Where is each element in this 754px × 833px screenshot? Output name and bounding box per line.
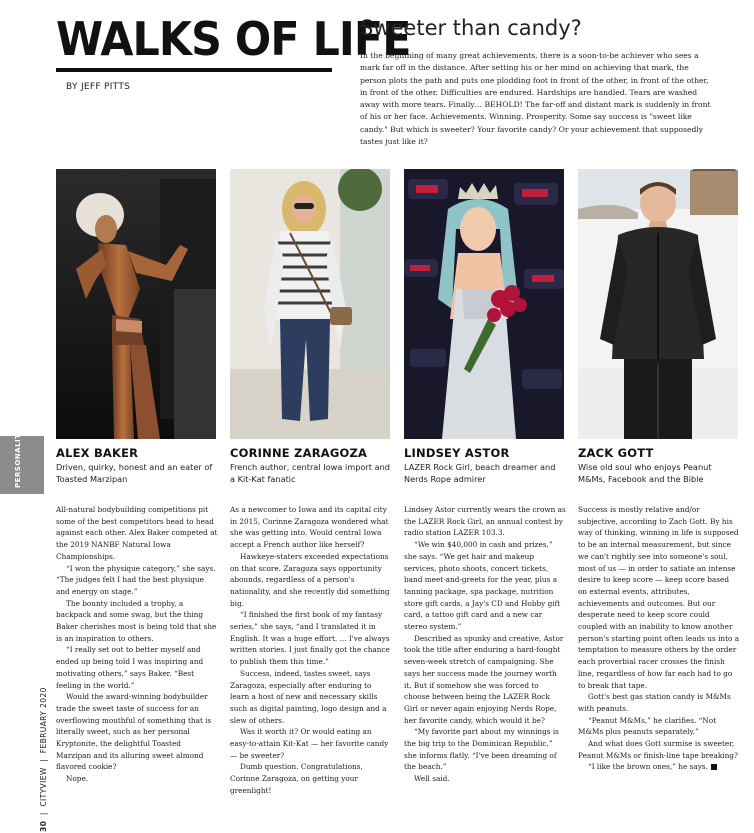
body-paragraph: “My favorite part about my winnings is the big trip to the Dominican Republic,” she informs flatly. “I've been dreaming of the beach.” [404,727,559,772]
profile-name: LINDSEY ASTOR [404,446,510,460]
profile-tagline: Wise old soul who enjoys Peanut M&Ms, Facebook and the Bible [578,462,712,484]
profile-lindsey-astor [404,169,566,485]
page-number: 30 [39,820,48,832]
profile-name: ALEX BAKER [56,446,139,460]
body-paragraph: Well said. [414,774,450,784]
body-paragraph: Success is mostly relative and/or subjective, according to Zach Gott. By his way of thinking, winning in life is supposed to be an internal measurement, but since we can't rightly see into someone's soul, most of us — in order to satiate an intense desire to keep score — keep score based on external events, attributes, achievements and outcomes. But our desperate need to keep score could coupled with an inability to know another person's starting point often leads us into a temptation to measure others by the order each proverbial racer crosses the finish line, regardless of how far each had to go to break that tape. [578,505,740,690]
intro-paragraph: In the beginning of many great achievements, there is a soon-to-be achiever who sees a mark far off in the distance. After setting his or her mind on achieving that mark, the person plots the path and puts one plodding foot in front of the other, in front of the other, in front of the other. Difficulties are endured. Hardships are handled. Tears are washed away with more tears. Finally… BEHOLD! The far-off and distant mark is suddenly in front of his or her face. Achievements. Winning. Prosperity. Some say success is "sweet like candy." But which is sweeter? Your favorite candy? Or your achievement that supposedly tastes just like it? [360,51,711,147]
body-lindsey-astor [404,504,566,785]
body-paragraph: The bounty included a trophy, a backpack and some swag, but the thing Baker cherishes most is being told that she is an inspiration to others. [56,598,217,643]
article-headline: Sweeter than candy? [360,16,582,40]
body-paragraph [578,761,740,773]
body-paragraph: And what does Gott surmise is sweeter, Peanut M&Ms or finish-line tape breaking? [578,739,738,760]
profile-tagline: Driven, quirky, honest and an eater of Toasted Marzipan [56,462,213,484]
profile-zack-gott [578,169,740,485]
magazine-name: CITYVIEW [39,767,48,807]
folio: 30 | CITYVIEW | FEBRUARY 2020 [39,687,48,832]
body-paragraph: Nope. [66,774,89,784]
body-paragraph: Dumb question. Congratulations, Corinne Zaragoza, on getting your greenlight! [230,762,363,795]
masthead [56,12,411,72]
body-paragraph: Lindsey Astor currently wears the crown as the LAZER Rock Girl, an annual contest by radio station LAZER 103.3. [404,505,566,538]
body-paragraph: “I really set out to better myself and ended up being told I was inspiring and motivating others,” says Baker. “Best feeling in the world.” [56,645,204,690]
body-paragraph: Hawkeye-staters exceeded expectations on that score. Zaragoza says opportunity abounds, regardless of a person's nationality, and she recently did something big. [230,551,390,608]
section-title: WALKS OF LIFE [56,12,411,66]
body-zack-gott [578,504,740,773]
profile-corinne-zaragoza [230,169,392,485]
closing-quote: “I like the brown ones,” he says. [588,762,708,772]
section-tab [0,419,44,494]
section-tab-label: PERSONALITIES [14,419,22,488]
photo-lindsey-astor [404,169,564,439]
body-paragraph: Was it worth it? Or would eating an easy-to-attain Kit-Kat — her favorite candy — be sweeter? [230,727,389,760]
body-alex-baker [56,504,218,785]
photo-corinne-zaragoza [230,169,390,439]
end-of-article-mark [711,764,717,770]
profile-name: CORINNE ZARAGOZA [230,446,368,460]
body-paragraph: Gott's best gas station candy is M&Ms with peanuts. [578,692,731,713]
body-paragraph: All-natural bodybuilding competitions pit some of the best competitors head to head against each other. Alex Baker competed at the 2019 NANBF Natural Iowa Championships. [56,505,218,561]
body-corinne-zaragoza [230,504,392,797]
photo-zack-gott [578,169,738,439]
body-paragraph: “I won the physique category,” she says. “The judges felt I had the best physique and energy on stage.” [56,563,216,596]
body-paragraph: As a newcomer to Iowa and its capital city in 2015, Corinne Zaragoza wondered what she was getting into. Would central Iowa accept a French author like herself? [230,505,389,550]
profile-alex-baker [56,169,218,485]
body-paragraph: Described as spunky and creative, Astor took the title after enduring a hard-fought seven-week stretch of campaigning. She says her success made the journey worth it. But if somehow she was forced to choose between being the LAZER Rock Girl or never again enjoying Nerds Rope, her favorite candy, which would it be? [404,633,564,725]
issue-date: FEBRUARY 2020 [39,687,48,754]
body-paragraph: Success, indeed, tastes sweet, says Zaragoza, especially after enduring to learn a host of new and necessary skills such as digital painting, logo design and a slew of others. [230,668,387,725]
body-paragraph: “We win $40,000 in cash and prizes,” she says. “We get hair and makeup services, photo shoots, concert tickets, band meet-and-greets for the year, plus a tanning package, spa package, nutrition store gift cards, a Jay's CD and Hobby gift card, a tattoo gift card and a new car stereo system.” [404,540,561,632]
profile-tagline: LAZER Rock Girl, beach dreamer and Nerds Rope admirer [404,462,556,484]
masthead-rule [56,68,332,72]
body-paragraph: “I finished the first book of my fantasy series,” she says, “and I translated it in English. It was a huge effort. ... I've always written stories. I just finally got the chance to publish them this time.” [230,610,390,667]
body-paragraph: “Peanut M&Ms,” he clarifies. “Not M&Ms plus peanuts separately.” [578,715,717,737]
profile-tagline: French author, central Iowa import and a Kit-Kat fanatic [230,462,390,484]
profile-name: ZACK GOTT [578,446,654,460]
byline: BY JEFF PITTS [66,82,131,92]
photo-alex-baker [56,169,216,439]
body-paragraph: Would the award-winning bodybuilder trade the sweet taste of success for an overflowing mouthful of something that is literally sweet, such as her personal Kryptonite, the delightful Toasted Marzipan and its alluring sweet almond flavored cookie? [56,692,212,772]
